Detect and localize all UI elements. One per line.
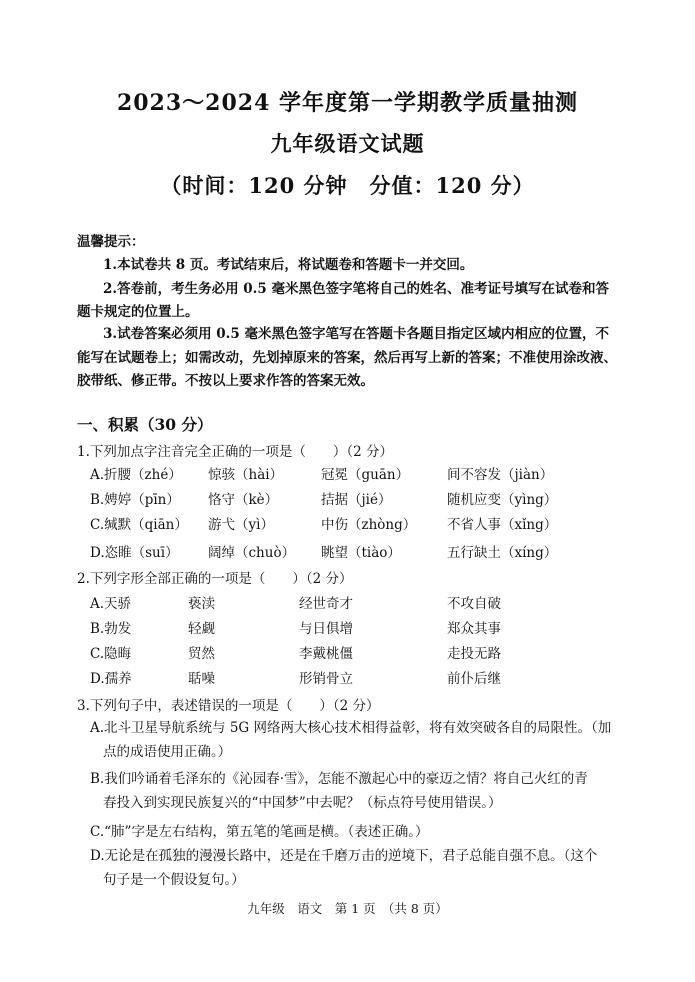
notice-item-3-line-3: 胶带纸、修正带。不按以上要求作答的答案无效。 — [77, 373, 374, 389]
exam-title: 2023～2024 学年度第一学期教学质量抽测 — [116, 90, 579, 116]
q1-option-d-3: 眺望（tiào） — [321, 545, 401, 561]
q3-option-b-line-2: 春投入到实现民族复兴的“中国梦”中去呢？（标点符号使用错误。） — [103, 795, 502, 811]
q2-option-a-1: A.天骄 — [90, 596, 132, 612]
q3-option-c-line-1: C.“肺”字是左右结构，第五笔的笔画是横。（表述正确。） — [90, 824, 429, 840]
q2-option-a-4: 不攻自破 — [447, 596, 501, 612]
exam-subtitle: 九年级语文试题 — [270, 131, 425, 156]
q1-option-c-2: 游弋（yì） — [208, 517, 274, 533]
q1-option-a-4: 间不容发（jiàn） — [447, 467, 554, 483]
q1-option-d-1: D.恣睢（suī） — [90, 545, 179, 561]
q2-option-c-1: C.隐晦 — [90, 646, 132, 662]
q2-option-c-3: 李戴桃僵 — [299, 646, 353, 662]
q2-option-d-3: 形销骨立 — [299, 671, 353, 687]
q1-option-d-4: 五行缺土（xíng） — [447, 545, 558, 561]
q3-option-a-line-2: 点的成语使用正确。） — [103, 744, 232, 760]
question-1-stem: 1.下列加点字注音完全正确的一项是（ ）（2 分） — [77, 444, 394, 460]
q3-option-d-line-2: 句子是一个假设复句。） — [103, 872, 245, 888]
q2-option-d-2: 聒噪 — [188, 671, 215, 687]
q2-option-d-4: 前仆后继 — [447, 671, 501, 687]
notice-item-1: 1.本试卷共 8 页。考试结束后，将试题卷和答题卡一并交回。 — [103, 257, 474, 273]
q2-option-b-3: 与日俱增 — [299, 621, 353, 637]
q2-option-d-1: D.孺养 — [90, 671, 132, 687]
notice-item-2-line-2: 题卡规定的位置上。 — [77, 304, 199, 320]
notice-item-2-line-1: 2.答卷前，考生务必用 0.5 毫米黑色签字笔将自己的姓名、准考证号填写在试卷和答 — [103, 281, 609, 297]
q1-option-b-4: 随机应变（yìng） — [447, 492, 558, 508]
q1-option-b-2: 恪守（kè） — [208, 492, 279, 508]
q1-option-b-3: 拮据（jié） — [321, 492, 392, 508]
q1-option-c-3: 中伤（zhòng） — [321, 517, 417, 533]
notice-heading: 温馨提示： — [77, 234, 145, 250]
notice-item-3-line-1: 3.试卷答案必须用 0.5 毫米黑色签字笔写在答题卡各题目指定区域内相应的位置，不 — [103, 326, 609, 342]
q1-option-b-1: B.娉婷（pīn） — [90, 492, 180, 508]
q3-option-a-line-1: A.北斗卫星导航系统与 5G 网络两大核心技术相得益彰，将有效突破各自的局限性。（加 — [90, 720, 612, 736]
q1-option-a-2: 惊骇（hài） — [208, 467, 284, 483]
q1-option-d-2: 阔绰（chuò） — [208, 545, 296, 561]
q2-option-b-4: 郑众其事 — [447, 621, 501, 637]
q1-option-c-1: C.缄默（qiān） — [90, 517, 188, 533]
q2-option-c-4: 走投无路 — [447, 646, 501, 662]
q2-option-c-2: 贸然 — [188, 646, 215, 662]
notice-item-3-line-2: 能写在试题卷上；如需改动，先划掉原来的答案，然后再写上新的答案；不准使用涂改液、 — [77, 350, 617, 366]
q3-option-d-line-1: D.无论是在孤独的漫漫长路中，还是在千磨万击的逆境下，君子总能自强不息。（这个 — [90, 848, 598, 864]
question-2-stem: 2.下列字形全部正确的一项是（ ）（2 分） — [77, 571, 353, 587]
section-heading: 一、积累（30 分） — [77, 415, 213, 434]
q1-option-a-1: A.折腰（zhé） — [90, 467, 182, 483]
q2-option-b-2: 轻觑 — [188, 621, 215, 637]
exam-meta: （时间：120 分钟 分值：120 分） — [160, 173, 535, 198]
q2-option-b-1: B.勃发 — [90, 621, 132, 637]
question-3-stem: 3.下列句子中，表述错误的一项是（ ）（2 分） — [77, 698, 380, 714]
q2-option-a-2: 亵渎 — [188, 596, 215, 612]
page-footer: 九年级 语文 第 1 页 （共 8 页） — [247, 901, 448, 916]
q3-option-b-line-1: B.我们吟诵着毛泽东的《沁园春·雪》，怎能不激起心中的豪迈之情？将自己火红的青 — [90, 771, 588, 787]
q1-option-a-3: 冠冕（guān） — [321, 467, 410, 483]
q1-option-c-4: 不省人事（xǐng） — [447, 517, 558, 533]
q2-option-a-3: 经世奇才 — [299, 596, 353, 612]
